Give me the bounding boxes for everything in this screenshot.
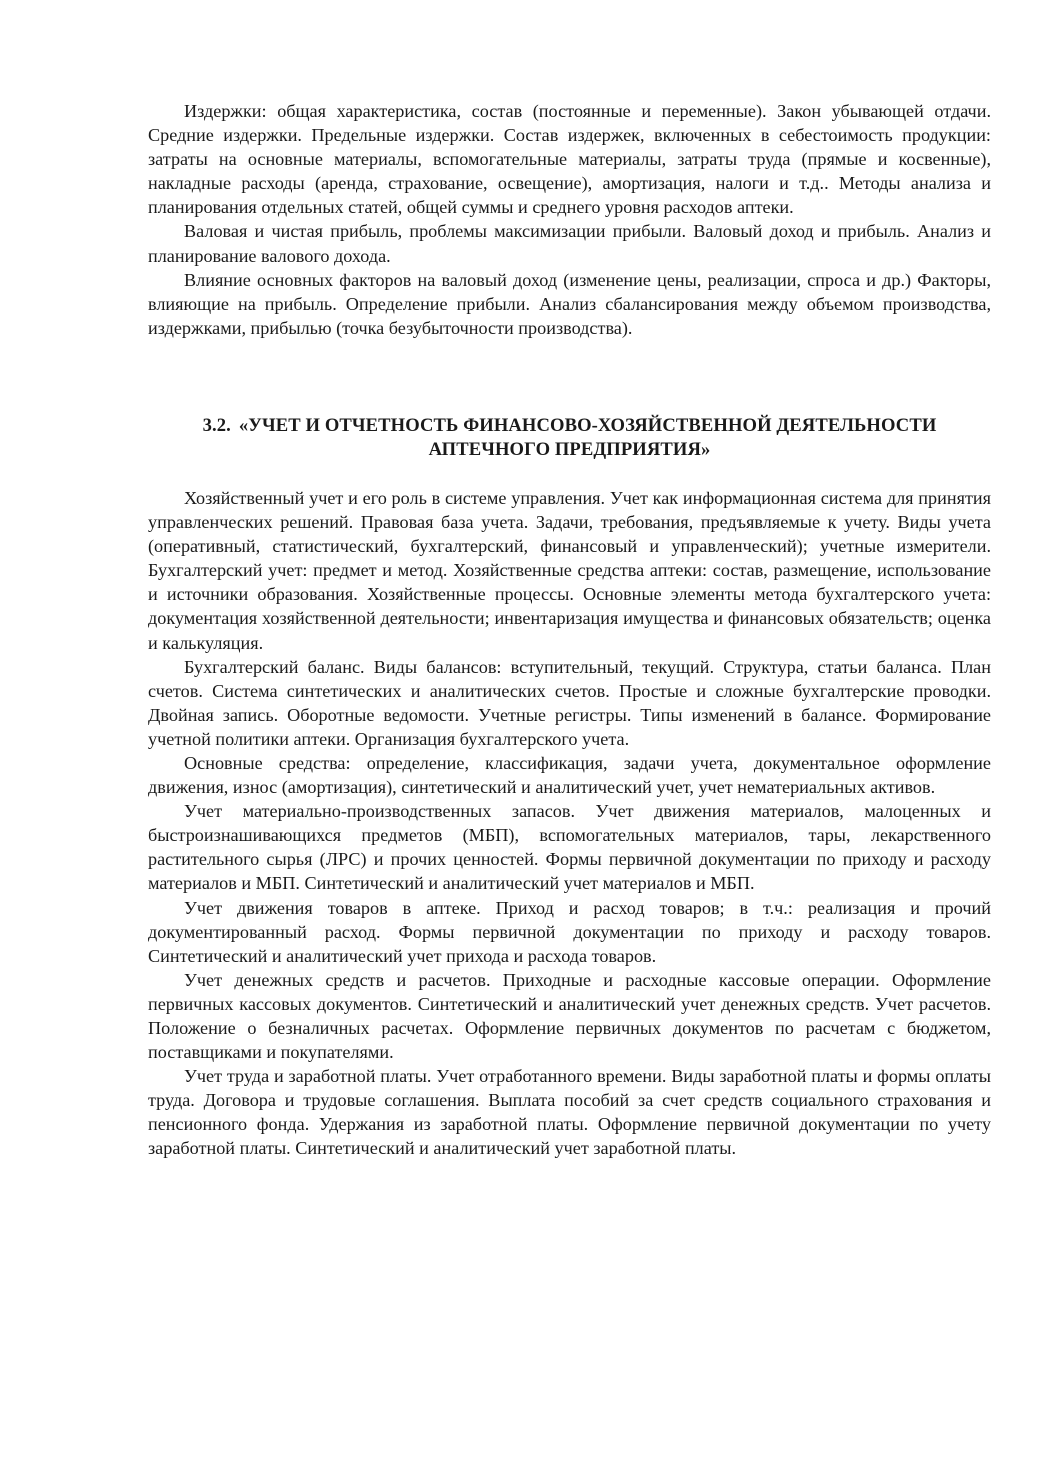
paragraph-balance-sheet: Бухгалтерский баланс. Виды балансов: вступительный, текущий. Структура, статьи баланса. План счетов. Система синтетических и аналитических счетов. Простые и сложные бухгалтерские проводки. Двойная запись. Оборотные ведомости. Учетные регистры. Типы изменений в балансе. Формирование учетной политики аптеки. Организация бухгалтерского учета. (148, 656, 991, 749)
section-number: 3.2. (202, 414, 231, 436)
paragraph-factors-gross-income: Влияние основных факторов на валовый доход (изменение цены, реализации, спроса и др.) Факторы, влияющие на прибыль. Определение прибыли. Анализ сбалансирования между объемом производства, издержками, прибылью (точка безубыточности производства). (148, 269, 991, 338)
paragraph-goods-movement: Учет движения товаров в аптеке. Приход и расход товаров; в т.ч.: реализация и прочий документированный расход. Формы первичной документации по приходу и расходу товаров. Синтетический и аналитический учет прихода и расхода товаров. (148, 897, 991, 966)
document-page (148, 99, 991, 1161)
section-title-line-1: «УЧЕТ И ОТЧЕТНОСТЬ ФИНАНСОВО-ХОЗЯЙСТВЕННОЙ ДЕЯТЕЛЬНОСТИ (238, 414, 937, 436)
paragraph-economic-accounting: Хозяйственный учет и его роль в системе управления. Учет как информационная система для принятия управленческих решений. Правовая база учета. Задачи, требования, предъявляемые к учету. Виды учета (оперативный, статистический, бухгалтерский, финансовый и управленческий); учетные измерители. Бухгалтерский учет: предмет и метод. Хозяйственные средства аптеки: состав, размещение, использование и источники образования. Хозяйственные процессы. Основные элементы метода бухгалтерского учета: документация хозяйственной деятельности; инвентаризация имущества и финансовых обязательств; оценка и калькуляция. (148, 487, 991, 653)
section-heading (148, 414, 991, 462)
paragraph-gross-net-profit: Валовая и чистая прибыль, проблемы максимизации прибыли. Валовый доход и прибыль. Анализ и планирование валового дохода. (148, 221, 991, 266)
paragraph-inventory: Учет материально-производственных запасов. Учет движения материалов, малоценных и быстроизнашивающихся предметов (МБП), вспомогательных материалов, тары, лекарственного растительного сырья (ЛРС) и прочих ценностей. Формы первичной документации по приходу и расходу материалов и МБП. Синтетический и аналитический учет материалов и МБП. (148, 801, 991, 894)
section-title-line-2: АПТЕЧНОГО ПРЕДПРИЯТИЯ» (428, 438, 711, 460)
paragraph-labor-wages: Учет труда и заработной платы. Учет отработанного времени. Виды заработной платы и формы оплаты труда. Договора и трудовые соглашения. Выплата пособий за счет средств социального страхования и пенсионного фонда. Удержания из заработной платы. Оформление первичной документации по учету заработной платы. Синтетический и аналитический учет заработной платы. (148, 1066, 991, 1159)
section-heading-line-1 (148, 414, 991, 438)
paragraph-cash-settlements: Учет денежных средств и расчетов. Приходные и расходные кассовые операции. Оформление первичных кассовых документов. Синтетический и аналитический учет денежных средств. Учет расчетов. Положение о безналичных расчетах. Оформление первичных документов по расчетам с бюджетом, поставщиками и покупателями. (148, 969, 991, 1063)
paragraph-fixed-assets: Основные средства: определение, классификация, задачи учета, документальное оформление движения, износ (амортизация), синтетический и аналитический учет, учет нематериальных активов. (148, 752, 991, 798)
paragraph-costs: Издержки: общая характеристика, состав (постоянные и переменные). Закон убывающей отдачи. Средние издержки. Предельные издержки. Состав издержек, включенных в себестоимость продукции: затраты на основные материалы, вспомогательные материалы, затраты труда (прямые и косвенные), накладные расходы (аренда, страхование, освещение), амортизация, налоги и т.д.. Методы анализа и планирования отдельных статей, общей суммы и среднего уровня расходов аптеки. (148, 101, 991, 218)
